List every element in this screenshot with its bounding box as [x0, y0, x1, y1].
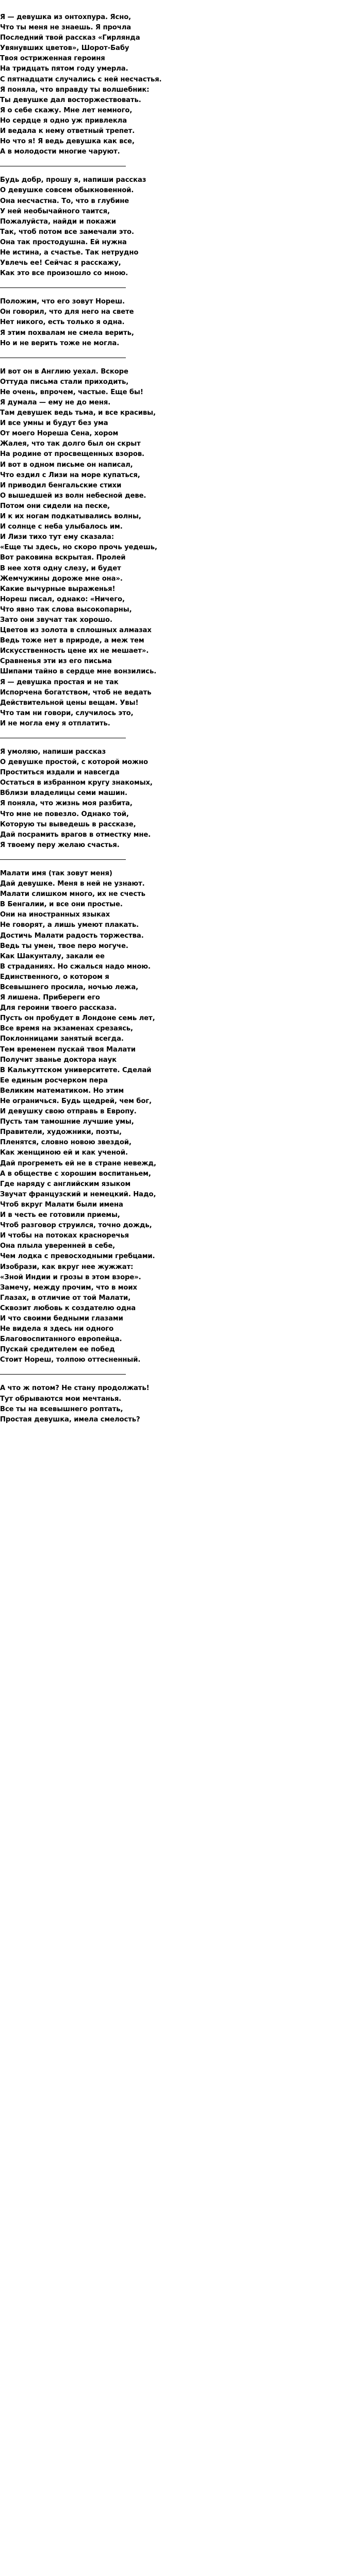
poem-line: Я умоляю, напиши рассказ: [0, 748, 106, 756]
poem-line: Изобрази, как вкруг нее жужжат:: [0, 1263, 134, 1271]
poem-line: И не могла ему я отплатить.: [0, 719, 110, 727]
poem-line: Проститься издали и навсегда: [0, 769, 120, 777]
poem-line: И вот в одном письме он написал,: [0, 461, 133, 469]
poem-line: Простая девушка, имела смелость?: [0, 1415, 140, 1423]
poem-line: Чем лодка с превосходными гребцами.: [0, 1252, 155, 1261]
poem-line: Она так простодушна. Ей нужна: [0, 238, 127, 246]
poem-line: Шипами тайно в сердце мне вонзились.: [0, 668, 157, 676]
poem-line: Правители, художники, поэты,: [0, 1128, 122, 1137]
poem-line: Которую ты выведешь в рассказе,: [0, 820, 136, 828]
poem-line: Поклонницами занятый всегда.: [0, 1035, 124, 1043]
stanza: [0, 869, 156, 1375]
poem-line: Дай прогреметь ей не в стране невежд,: [0, 1159, 156, 1167]
poem-line: О вышедшей из волн небесной деве.: [0, 492, 146, 500]
poem-line: Ведь ты умен, твое перо могуче.: [0, 942, 128, 950]
poem-line: Не видела я здесь ни одного: [0, 1325, 114, 1333]
poem-line: Цветов из золота в сплошных алмазах: [0, 626, 152, 635]
poem-line: Как это все произошло со мною.: [0, 269, 128, 278]
poem-line: Стоит Нореш, толпою оттесненный.: [0, 1356, 141, 1364]
poem-line: И приводил бенгальские стихи: [0, 481, 122, 489]
poem-line: А в обществе с хорошим воспитаньем,: [0, 1170, 151, 1178]
poem-line: Дай девушке. Меня в ней не узнают.: [0, 880, 145, 888]
poem-line: Не истина, а счастье. Так нетрудно: [0, 248, 139, 257]
poem-text: [0, 12, 162, 1434]
poem-line: «Зной Индии и грозы в этом взоре».: [0, 1273, 141, 1281]
poem-line: Не говорят, а лишь умеют плакать.: [0, 921, 139, 929]
poem-line: Я поняла, что жизнь моя разбита,: [0, 800, 133, 808]
poem-line: Тем временем пускай твоя Малати: [0, 1045, 136, 1054]
poem-line: Для героини твоего рассказа.: [0, 1004, 117, 1012]
poem-line: Тут обрываются мои мечтанья.: [0, 1395, 122, 1403]
poem-line: Все время на экзаменах срезаясь,: [0, 1025, 133, 1033]
poem-line: Единственного, о котором я: [0, 973, 109, 981]
poem-line: Ты девушке дал восторжествовать.: [0, 96, 141, 104]
poem-line: Как женщиною ей и как ученой.: [0, 1149, 128, 1157]
poem-line: Но что я! Я ведь девушка как все,: [0, 138, 135, 146]
poem-line: Не ограничься. Будь щедрей, чем бог,: [0, 1097, 152, 1105]
poem-line: Пожалуйста, найди и покажи: [0, 217, 116, 226]
poem-line: И к их ногам подкатывались волны,: [0, 513, 141, 521]
poem-line: В Калькуттском университете. Сделай: [0, 1066, 152, 1074]
poem-line: Пускай средителем ее побед: [0, 1346, 115, 1354]
poem-line: Не очень, впрочем, частые. Еще бы!: [0, 388, 143, 396]
poem-line: Звучат французский и немецкий. Надо,: [0, 1190, 156, 1198]
poem-line: Оттуда письма стали приходить,: [0, 378, 129, 386]
poem-line: Получит званье доктора наук: [0, 1056, 117, 1064]
poem-line: Я о себе скажу. Мне лет немного,: [0, 106, 133, 114]
poem-line: В Бенгалии, и все они простые.: [0, 901, 123, 909]
stanza: [0, 12, 162, 166]
poem-line: И ведала к нему ответный трепет.: [0, 127, 135, 135]
poem-line: Я — девушка из онтохпура. Ясно,: [0, 13, 132, 21]
poem-line: Я твоему перу желаю счастья.: [0, 841, 120, 849]
poem-line: Что ты меня не знаешь. Я прочла: [0, 24, 132, 32]
poem-line: Нет никого, есть только я одна.: [0, 318, 125, 327]
poem-line: У ней необычайного таится,: [0, 207, 110, 215]
poem-line: Так, чтоб потом все замечали это.: [0, 228, 134, 236]
poem-line: Там девушек ведь тьма, и все красивы,: [0, 409, 156, 417]
poem-line: Она несчастна. То, что в глубине: [0, 197, 129, 205]
poem-line: От моего Нореша Сена, хором: [0, 430, 119, 438]
poem-line: И вот он в Англию уехал. Вскоре: [0, 367, 128, 376]
poem-line: Испорчена богатством, чтоб не ведать: [0, 688, 152, 697]
poem-line: Остаться в избранном кругу знакомых,: [0, 779, 153, 787]
poem-line: В страданиях. Но сжалься надо мною.: [0, 962, 151, 971]
poem-line: Как Шакунталу, закали ее: [0, 952, 105, 960]
poem-line: И девушку свою отправь в Европу.: [0, 1108, 137, 1116]
poem-line: Что явно так слова высокопарны,: [0, 605, 132, 614]
poem-line: И что своими бедными глазами: [0, 1314, 123, 1323]
poem-line: И все умны и будут без ума: [0, 419, 108, 428]
poem-line: Где наряду с английским языком: [0, 1180, 131, 1188]
poem-line: Жалея, что так долго был он скрыт: [0, 440, 141, 448]
poem-line: Он говорил, что для него на свете: [0, 308, 134, 316]
poem-line: Что мне не повезло. Однако той,: [0, 810, 129, 818]
poem-line: Замечу, между прочим, что в моих: [0, 1283, 137, 1292]
poem-line: Какие вычурные выраженья!: [0, 585, 116, 593]
poem-line: Искусственность цене их не мешает».: [0, 647, 149, 655]
poem-line: Я этим похвалам не смела верить,: [0, 329, 134, 337]
poem-line: Сравненья эти из его письма: [0, 657, 112, 666]
stanza: [0, 175, 146, 288]
poem-line: Зато они звучат так хорошо.: [0, 616, 112, 624]
poem-line: И чтобы на потоках красноречья: [0, 1232, 129, 1240]
poem-line: Нореш писал, однако: «Ничего,: [0, 595, 125, 603]
poem-line: Дай посрамить врагов в отместку мне.: [0, 831, 151, 839]
poem-line: Пленятся, словно новою звездой,: [0, 1139, 132, 1147]
poem-line: Сквозит любовь к создателю одна: [0, 1304, 136, 1312]
poem-line: В нее хотя одну слезу, и будет: [0, 564, 121, 572]
poem-line: Вблизи владелицы семи машин.: [0, 789, 127, 798]
poem-line: Чтоб вкруг Малати были имена: [0, 1200, 123, 1209]
poem-line: Жемчужины дороже мне она».: [0, 574, 123, 583]
poem-line: Последний твой рассказ «Гирлянда: [0, 34, 140, 42]
poem-line: Пусть там тамошние лучшие умы,: [0, 1118, 134, 1126]
poem-line: Все ты на всевышнего роптать,: [0, 1405, 123, 1413]
poem-line: Малати слишком много, их не счесть: [0, 890, 145, 899]
poem-line: Увлечь ее! Сейчас я расскажу,: [0, 259, 121, 267]
poem-line: Положим, что его зовут Нореш.: [0, 298, 125, 306]
poem-line: Глазах, в отличие от той Малати,: [0, 1294, 131, 1302]
poem-line: Они на иностранных языках: [0, 911, 110, 919]
poem-line: Пусть он пробудет в Лондоне семь лет,: [0, 1014, 155, 1023]
poem-line: А в молодости многие чаруют.: [0, 148, 120, 156]
poem-line: Всевышнего просила, ночью лежа,: [0, 983, 139, 991]
poem-line: Что ездил с Лизи на море купаться,: [0, 471, 140, 479]
poem-line: «Еще ты здесь, но скоро прочь уедешь,: [0, 544, 157, 552]
poem-line: Но сердце я одно уж привлекла: [0, 116, 127, 125]
poem-line: Твоя остриженная героиня: [0, 55, 105, 63]
poem-line: На тридцать пятом году умерла.: [0, 65, 128, 73]
poem-line: Я — девушка простая и не так: [0, 678, 119, 686]
poem-line: Потом они сидели на песке,: [0, 502, 110, 510]
stanza: [0, 367, 157, 738]
poem-line: Малати имя (так зовут меня): [0, 869, 112, 877]
poem-line: О девушке совсем обыкновенной.: [0, 187, 134, 195]
stanza: [0, 297, 134, 358]
poem-line: Но и не верить тоже не могла.: [0, 339, 120, 347]
poem-line: И солнце с неба улыбалось им.: [0, 523, 123, 531]
poem-line: Она плыла уверенней в себе,: [0, 1242, 116, 1250]
poem-line: А что ж потом? Не стану продолжать!: [0, 1384, 150, 1393]
poem-line: Ее единым росчерком пера: [0, 1076, 108, 1084]
poem-line: На родине от просвещенных взоров.: [0, 450, 144, 459]
poem-line: Я поняла, что вправду ты волшебник:: [0, 86, 150, 94]
poem-line: Действительной цены вещам. Увы!: [0, 699, 139, 707]
poem-line: И Лизи тихо тут ему сказала:: [0, 533, 114, 541]
poem-line: Что там ни говори, случилось это,: [0, 709, 134, 717]
stanza: [0, 747, 153, 860]
stanza: [0, 1383, 150, 1433]
poem-line: Вот раковина вскрытая. Пролей: [0, 554, 126, 562]
poem-line: С пятнадцати случались с ней несчастья.: [0, 75, 162, 83]
poem-line: Благовоспитанного европейца.: [0, 1335, 122, 1344]
poem-line: Я лишена. Прибереги его: [0, 994, 100, 1002]
poem-line: О девушке простой, с которой можно: [0, 758, 148, 767]
poem-line: Чтоб разговор струился, точно дождь,: [0, 1222, 152, 1230]
poem-line: Увянувших цветов», Шорот-Бабу: [0, 44, 129, 53]
poem-line: Будь добр, прошу я, напиши рассказ: [0, 176, 146, 184]
poem-line: И в честь ее готовили приемы,: [0, 1211, 120, 1219]
poem-line: Достичь Малати радость торжества.: [0, 931, 144, 940]
poem-line: Я думала — ему не до меня.: [0, 399, 111, 406]
poem-line: Великим математиком. Но этим: [0, 1087, 124, 1095]
poem-line: Ведь тоже нет в природе, а меж тем: [0, 637, 144, 645]
